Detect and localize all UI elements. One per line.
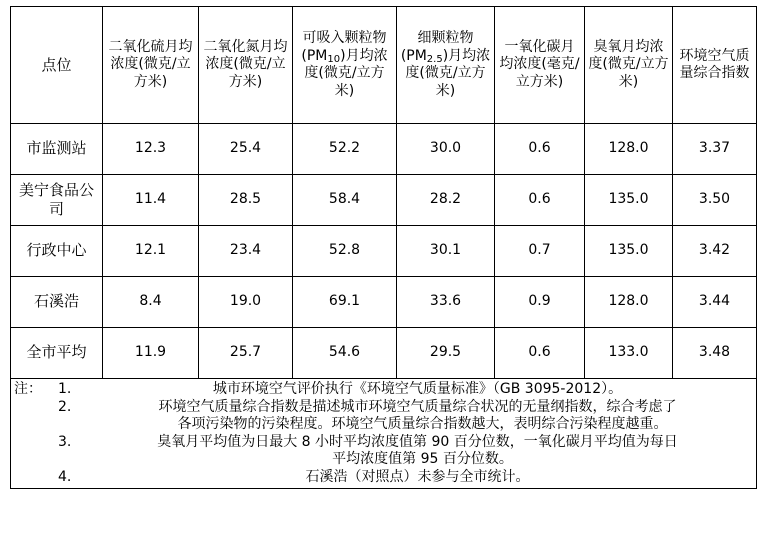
cell-co: 0.6 (495, 328, 585, 379)
cell-aqi: 3.48 (673, 328, 757, 379)
cell-no2: 25.4 (199, 124, 293, 175)
cell-no2: 25.7 (199, 328, 293, 379)
header-no2: 二氧化氮月均浓度(微克/立方米) (199, 7, 293, 124)
note-text: 环境空气质量综合指数是描述城市环境空气质量综合状况的无量纲指数，综合考虑了 (158, 398, 677, 415)
table-row (11, 124, 757, 175)
cell-pm25: 33.6 (397, 277, 495, 328)
cell-o3: 135.0 (585, 226, 673, 277)
cell-aqi: 3.42 (673, 226, 757, 277)
row-site-label: 行政中心 (11, 226, 103, 277)
cell-pm25: 30.1 (397, 226, 495, 277)
cell-so2: 11.9 (103, 328, 199, 379)
header-pm10-part1: 可吸入颗粒物(PM (301, 30, 387, 64)
header-so2: 二氧化硫月均浓度(微克/立方米) (103, 7, 199, 124)
row-site-label: 市监测站 (11, 124, 103, 175)
air-quality-table (10, 6, 757, 489)
table-header (11, 7, 757, 124)
header-pm10-subscript: 10 (327, 53, 341, 65)
note-text: 臭氧月平均值为日最大 8 小时平均浓度值第 90 百分位数，一氧化碳月平均值为每日 (157, 433, 678, 450)
note-item (14, 381, 753, 399)
note-item (14, 434, 753, 452)
cell-pm25: 29.5 (397, 328, 495, 379)
table-row (11, 277, 757, 328)
cell-so2: 12.3 (103, 124, 199, 175)
cell-no2: 28.5 (199, 175, 293, 226)
table-row (11, 175, 757, 226)
cell-pm10: 52.8 (293, 226, 397, 277)
note-text: 石溪浩（对照点）未参与全市统计。 (305, 468, 530, 485)
header-pm10 (293, 7, 397, 124)
cell-no2: 19.0 (199, 277, 293, 328)
cell-o3: 133.0 (585, 328, 673, 379)
cell-aqi: 3.37 (673, 124, 757, 175)
notes-cell (11, 379, 757, 489)
note-number: 1. (58, 381, 72, 397)
header-pm10-part2: )月均浓度(微克/立方米) (304, 47, 388, 99)
cell-so2: 12.1 (103, 226, 199, 277)
row-site-label: 美宁食品公司 (11, 175, 103, 226)
cell-pm25: 28.2 (397, 175, 495, 226)
table-row (11, 328, 757, 379)
cell-pm10: 69.1 (293, 277, 397, 328)
header-aqi: 环境空气质量综合指数 (673, 7, 757, 124)
cell-o3: 135.0 (585, 175, 673, 226)
cell-so2: 11.4 (103, 175, 199, 226)
header-pm25 (397, 7, 495, 124)
note-number: 2. (58, 398, 72, 415)
cell-pm10: 54.6 (293, 328, 397, 379)
table-row (11, 226, 757, 277)
cell-pm10: 58.4 (293, 175, 397, 226)
header-co: 一氧化碳月均浓度(毫克/立方米) (495, 7, 585, 124)
cell-so2: 8.4 (103, 277, 199, 328)
note-number: 3. (58, 433, 72, 450)
header-pm25-subscript: 2.5 (426, 53, 443, 65)
header-row (11, 7, 757, 124)
header-pm25-part1: 细颗粒物(PM (400, 30, 474, 64)
row-site-label: 全市平均 (11, 328, 103, 379)
table-body (11, 124, 757, 489)
cell-pm10: 52.2 (293, 124, 397, 175)
note-text-continued: 各项污染物的污染程度。环境空气质量综合指数越大，表明综合污染程度越重。 (177, 416, 668, 432)
note-item (14, 469, 753, 487)
note-item (14, 399, 753, 417)
note-text: 城市环境空气评价执行《环境空气质量标准》（GB 3095-2012）。 (212, 381, 623, 397)
cell-co: 0.6 (495, 175, 585, 226)
note-text-continued: 平均浓度值第 95 百分位数。 (332, 451, 513, 467)
cell-co: 0.6 (495, 124, 585, 175)
row-site-label: 石溪浩 (11, 277, 103, 328)
header-pm25-part2: )月均浓度(微克/立方米) (405, 47, 491, 99)
cell-co: 0.7 (495, 226, 585, 277)
note-number: 4. (58, 468, 72, 485)
header-o3: 臭氧月均浓度(微克/立方米) (585, 7, 673, 124)
notes-row (11, 379, 757, 489)
cell-aqi: 3.44 (673, 277, 757, 328)
notes-label: 注： (14, 381, 42, 397)
cell-o3: 128.0 (585, 277, 673, 328)
cell-pm25: 30.0 (397, 124, 495, 175)
cell-co: 0.9 (495, 277, 585, 328)
header-site: 点位 (11, 7, 103, 124)
cell-aqi: 3.50 (673, 175, 757, 226)
cell-o3: 128.0 (585, 124, 673, 175)
cell-no2: 23.4 (199, 226, 293, 277)
